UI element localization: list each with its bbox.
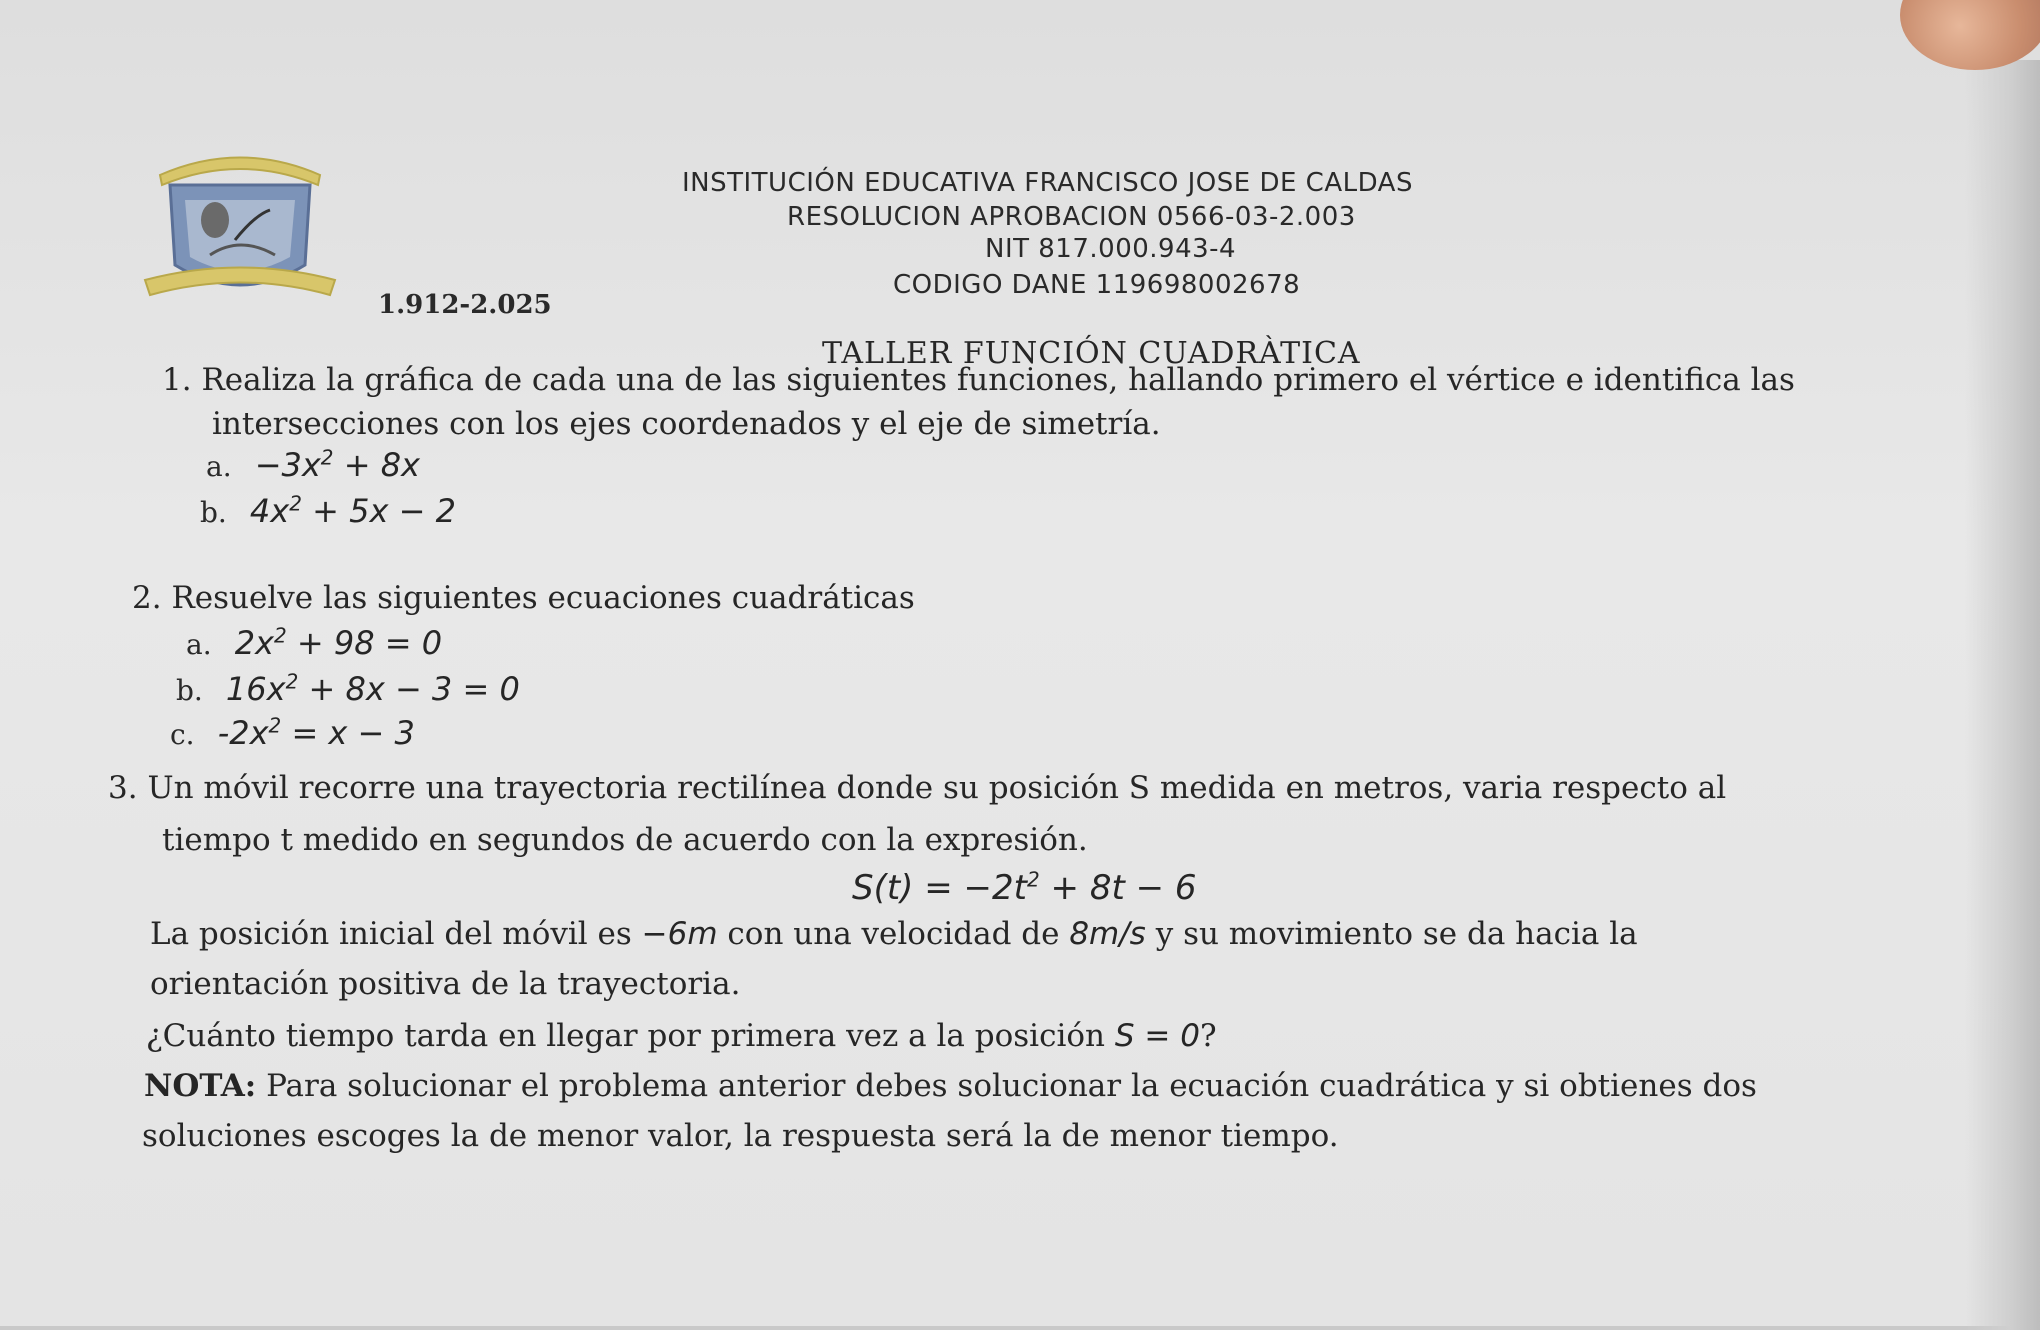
dane-code-line: CODIGO DANE 119698002678	[893, 270, 1301, 300]
q3-note-line2: soluciones escoges la de menor valor, la respuesta será la de menor tiempo.	[142, 1118, 1339, 1154]
q3-note-line1: NOTA: Para solucionar el problema anterior debes solucionar la ecuación cuadrática y si obtienes dos	[144, 1068, 1757, 1104]
q2-line1: 2. Resuelve las siguientes ecuaciones cuadráticas	[132, 580, 915, 616]
q1-line1: 1. Realiza la gráfica de cada una de las siguientes funciones, hallando primero el vértice e identifica las	[162, 362, 1795, 398]
years-label: 1.912-2.025	[378, 290, 552, 320]
q3-line1: 3. Un móvil recorre una trayectoria rectilínea donde su posición S medida en metros, varia respecto al	[108, 770, 1727, 806]
q1-item-b: b. $4x^2 + 5x - 2$	[200, 491, 456, 530]
q2-item-c: c. $-2x^2 = x - 3$	[170, 713, 415, 752]
resolution-line: RESOLUCION APROBACION 0566-03-2.003	[787, 202, 1356, 232]
worksheet-title: TALLER FUNCIÓN CUADRÀTICA	[822, 336, 1361, 371]
nit-line: NIT 817.000.943-4	[985, 234, 1237, 264]
q1-line2: intersecciones con los ejes coordenados y el eje de simetría.	[212, 406, 1161, 442]
q3-paragraph-line1: La posición inicial del móvil es −6m con una velocidad de 8m/s y su movimiento se da hacia la	[150, 916, 1638, 952]
school-crest-logo	[140, 145, 340, 320]
paper-edge-shadow	[1965, 60, 2040, 1330]
q2-item-a: a. $2x^2 + 98 = 0$	[186, 623, 443, 662]
q3-question: ¿Cuánto tiempo tarda en llegar por primera vez a la posición S = 0?	[146, 1018, 1217, 1054]
q3-formula: $S(t) = -2t^2 + 8t - 6$	[852, 867, 1197, 908]
q3-paragraph-line2: orientación positiva de la trayectoria.	[150, 966, 741, 1002]
institution-name: INSTITUCIÓN EDUCATIVA FRANCISCO JOSE DE CALDAS	[682, 168, 1413, 198]
q1-item-a: a. $-3x^2 + 8x$	[206, 445, 420, 484]
q3-line2: tiempo t medido en segundos de acuerdo con la expresión.	[162, 822, 1088, 858]
q2-item-b: b. $16x^2 + 8x - 3 = 0$	[176, 669, 520, 708]
